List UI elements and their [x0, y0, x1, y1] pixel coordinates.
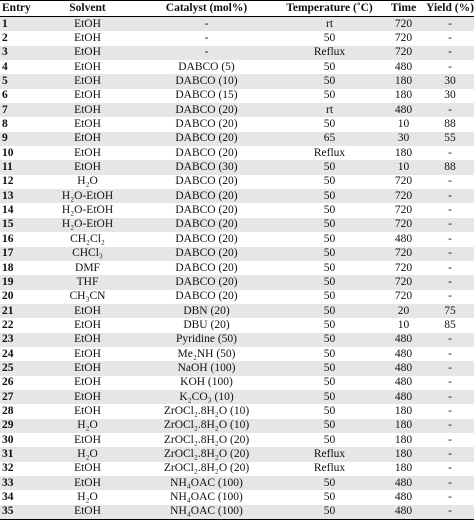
cell-temperature: 50 [278, 290, 381, 304]
cell-time: 180 [381, 89, 426, 103]
cell-yield: - [426, 433, 474, 447]
cell-entry: 20 [0, 290, 40, 304]
cell-solvent: CHCl₃ [40, 247, 135, 261]
cell-entry: 7 [0, 103, 40, 117]
cell-time: 720 [381, 46, 426, 60]
cell-entry: 35 [0, 505, 40, 520]
cell-catalyst: ZrOCl₂.8H₂O (10) [135, 419, 278, 433]
cell-solvent: H₂O [40, 447, 135, 461]
cell-entry: 13 [0, 189, 40, 203]
cell-temperature: 50 [278, 232, 381, 246]
cell-yield: 88 [426, 160, 474, 174]
cell-entry: 16 [0, 232, 40, 246]
header-solvent: Solvent [40, 1, 135, 17]
cell-catalyst: DABCO (20) [135, 261, 278, 275]
table-row [0, 505, 474, 520]
table-row [0, 361, 474, 375]
cell-catalyst: ZrOCl₂.8H₂O (20) [135, 447, 278, 461]
cell-solvent: EtOH [40, 132, 135, 146]
cell-catalyst: DABCO (20) [135, 203, 278, 217]
cell-catalyst: K₂CO₃ (10) [135, 390, 278, 404]
cell-solvent: EtOH [40, 433, 135, 447]
cell-time: 720 [381, 275, 426, 289]
cell-yield: - [426, 447, 474, 461]
cell-time: 480 [381, 347, 426, 361]
cell-solvent: EtOH [40, 31, 135, 45]
cell-time: 720 [381, 261, 426, 275]
cell-yield: - [426, 476, 474, 490]
cell-entry: 21 [0, 304, 40, 318]
header-temperature: Temperature (˚C) [278, 1, 381, 17]
table-row [0, 333, 474, 347]
cell-yield: 30 [426, 74, 474, 88]
cell-time: 10 [381, 318, 426, 332]
cell-yield: - [426, 189, 474, 203]
cell-temperature: 50 [278, 361, 381, 375]
cell-solvent: H₂O-EtOH [40, 203, 135, 217]
cell-entry: 10 [0, 146, 40, 160]
cell-temperature: rt [278, 17, 381, 32]
cell-yield: - [426, 490, 474, 504]
header-yield: Yield (%) [426, 1, 474, 17]
table-row [0, 390, 474, 404]
cell-catalyst: - [135, 17, 278, 32]
cell-time: 720 [381, 218, 426, 232]
cell-yield: - [426, 275, 474, 289]
table-row [0, 318, 474, 332]
cell-solvent: H₂O [40, 175, 135, 189]
cell-yield: - [426, 462, 474, 476]
cell-yield: 55 [426, 132, 474, 146]
cell-temperature: Reflux [278, 462, 381, 476]
cell-catalyst: DABCO (20) [135, 103, 278, 117]
cell-catalyst: Pyridine (50) [135, 333, 278, 347]
cell-yield: - [426, 261, 474, 275]
cell-yield: - [426, 247, 474, 261]
cell-solvent: EtOH [40, 60, 135, 74]
cell-temperature: 50 [278, 333, 381, 347]
cell-temperature: rt [278, 103, 381, 117]
cell-time: 480 [381, 232, 426, 246]
cell-catalyst: NaOH (100) [135, 361, 278, 375]
cell-solvent: EtOH [40, 160, 135, 174]
table-row [0, 261, 474, 275]
cell-entry: 18 [0, 261, 40, 275]
cell-temperature: 50 [278, 505, 381, 520]
cell-entry: 17 [0, 247, 40, 261]
cell-solvent: EtOH [40, 361, 135, 375]
cell-yield: - [426, 175, 474, 189]
table-row [0, 132, 474, 146]
cell-temperature: 50 [278, 160, 381, 174]
cell-entry: 19 [0, 275, 40, 289]
cell-yield: - [426, 404, 474, 418]
cell-catalyst: DBU (20) [135, 318, 278, 332]
cell-solvent: EtOH [40, 46, 135, 60]
cell-yield: - [426, 232, 474, 246]
cell-solvent: EtOH [40, 318, 135, 332]
cell-time: 480 [381, 103, 426, 117]
table-row [0, 17, 474, 32]
cell-temperature: 50 [278, 347, 381, 361]
cell-temperature: 50 [278, 74, 381, 88]
cell-yield: 30 [426, 89, 474, 103]
cell-yield: 88 [426, 117, 474, 131]
cell-entry: 31 [0, 447, 40, 461]
cell-time: 180 [381, 74, 426, 88]
cell-solvent: EtOH [40, 347, 135, 361]
cell-time: 720 [381, 290, 426, 304]
header-time: Time [381, 1, 426, 17]
cell-yield: - [426, 290, 474, 304]
cell-yield: 85 [426, 318, 474, 332]
cell-catalyst: DABCO (20) [135, 247, 278, 261]
cell-entry: 11 [0, 160, 40, 174]
cell-entry: 23 [0, 333, 40, 347]
cell-temperature: 50 [278, 390, 381, 404]
table-row [0, 476, 474, 490]
cell-catalyst: NH₄OAC (100) [135, 490, 278, 504]
cell-solvent: EtOH [40, 103, 135, 117]
cell-entry: 6 [0, 89, 40, 103]
table-row [0, 462, 474, 476]
cell-solvent: EtOH [40, 17, 135, 32]
cell-yield: - [426, 347, 474, 361]
cell-temperature: 50 [278, 175, 381, 189]
cell-temperature: Reflux [278, 46, 381, 60]
cell-entry: 3 [0, 46, 40, 60]
table-row [0, 31, 474, 45]
cell-catalyst: NH₄OAC (100) [135, 505, 278, 520]
table-row [0, 290, 474, 304]
cell-entry: 14 [0, 203, 40, 217]
cell-catalyst: - [135, 46, 278, 60]
cell-temperature: 50 [278, 218, 381, 232]
cell-catalyst: DABCO (20) [135, 290, 278, 304]
cell-time: 180 [381, 433, 426, 447]
cell-time: 180 [381, 419, 426, 433]
table-row [0, 218, 474, 232]
cell-entry: 22 [0, 318, 40, 332]
cell-temperature: 50 [278, 376, 381, 390]
cell-solvent: H₂O [40, 419, 135, 433]
table-row [0, 117, 474, 131]
cell-temperature: 50 [278, 60, 381, 74]
table-row [0, 490, 474, 504]
cell-time: 720 [381, 203, 426, 217]
table-row [0, 189, 474, 203]
cell-entry: 15 [0, 218, 40, 232]
table-row [0, 232, 474, 246]
cell-time: 480 [381, 490, 426, 504]
cell-yield: - [426, 31, 474, 45]
cell-solvent: THF [40, 275, 135, 289]
cell-temperature: 50 [278, 476, 381, 490]
cell-yield: - [426, 146, 474, 160]
cell-temperature: 50 [278, 189, 381, 203]
cell-solvent: EtOH [40, 376, 135, 390]
cell-catalyst: NH₄OAC (100) [135, 476, 278, 490]
cell-time: 180 [381, 146, 426, 160]
cell-yield: - [426, 419, 474, 433]
cell-solvent: EtOH [40, 505, 135, 520]
cell-temperature: 50 [278, 433, 381, 447]
cell-time: 180 [381, 447, 426, 461]
cell-catalyst: DABCO (10) [135, 74, 278, 88]
cell-catalyst: DABCO (20) [135, 175, 278, 189]
table-row [0, 433, 474, 447]
cell-solvent: EtOH [40, 146, 135, 160]
cell-solvent: H₂O-EtOH [40, 189, 135, 203]
cell-time: 480 [381, 390, 426, 404]
cell-temperature: 50 [278, 490, 381, 504]
cell-catalyst: DABCO (20) [135, 132, 278, 146]
table-row [0, 404, 474, 418]
cell-entry: 4 [0, 60, 40, 74]
table-row [0, 376, 474, 390]
table-row [0, 60, 474, 74]
header-catalyst: Catalyst (mol%) [135, 1, 278, 17]
table-row [0, 89, 474, 103]
cell-temperature: 50 [278, 419, 381, 433]
table-row [0, 146, 474, 160]
table-header [0, 1, 474, 17]
cell-solvent: EtOH [40, 89, 135, 103]
cell-time: 720 [381, 17, 426, 32]
cell-catalyst: DABCO (20) [135, 275, 278, 289]
cell-catalyst: ZrOCl₂.8H₂O (20) [135, 433, 278, 447]
cell-catalyst: DABCO (30) [135, 160, 278, 174]
cell-yield: - [426, 376, 474, 390]
cell-time: 480 [381, 60, 426, 74]
table-row [0, 74, 474, 88]
cell-solvent: EtOH [40, 404, 135, 418]
cell-yield: - [426, 60, 474, 74]
cell-solvent: H₂O [40, 490, 135, 504]
table-row [0, 419, 474, 433]
cell-temperature: Reflux [278, 447, 381, 461]
cell-yield: - [426, 103, 474, 117]
cell-time: 20 [381, 304, 426, 318]
cell-entry: 2 [0, 31, 40, 45]
cell-time: 480 [381, 476, 426, 490]
cell-catalyst: KOH (100) [135, 376, 278, 390]
cell-solvent: EtOH [40, 117, 135, 131]
cell-catalyst: - [135, 31, 278, 45]
table-row [0, 447, 474, 461]
cell-time: 720 [381, 175, 426, 189]
cell-yield: 75 [426, 304, 474, 318]
cell-catalyst: ZrOCl₂.8H₂O (10) [135, 404, 278, 418]
table-row [0, 46, 474, 60]
cell-entry: 12 [0, 175, 40, 189]
cell-temperature: 50 [278, 275, 381, 289]
table-row [0, 304, 474, 318]
table-row [0, 247, 474, 261]
table-row [0, 203, 474, 217]
cell-entry: 30 [0, 433, 40, 447]
cell-entry: 34 [0, 490, 40, 504]
table-row [0, 175, 474, 189]
cell-time: 180 [381, 462, 426, 476]
cell-solvent: EtOH [40, 304, 135, 318]
cell-entry: 32 [0, 462, 40, 476]
cell-entry: 26 [0, 376, 40, 390]
cell-entry: 25 [0, 361, 40, 375]
cell-solvent: CH₃CN [40, 290, 135, 304]
cell-yield: - [426, 390, 474, 404]
cell-entry: 33 [0, 476, 40, 490]
cell-catalyst: DABCO (5) [135, 60, 278, 74]
cell-catalyst: DABCO (20) [135, 218, 278, 232]
cell-catalyst: DABCO (15) [135, 89, 278, 103]
cell-entry: 8 [0, 117, 40, 131]
cell-temperature: 50 [278, 318, 381, 332]
cell-temperature: 50 [278, 31, 381, 45]
cell-solvent: CH₂Cl₂ [40, 232, 135, 246]
cell-catalyst: DABCO (20) [135, 232, 278, 246]
table-body [0, 17, 474, 520]
cell-temperature: 50 [278, 304, 381, 318]
cell-entry: 28 [0, 404, 40, 418]
cell-solvent: EtOH [40, 462, 135, 476]
cell-temperature: 50 [278, 261, 381, 275]
cell-catalyst: DBN (20) [135, 304, 278, 318]
cell-yield: - [426, 203, 474, 217]
table-row [0, 103, 474, 117]
header-row [0, 1, 474, 17]
cell-time: 720 [381, 247, 426, 261]
cell-time: 10 [381, 160, 426, 174]
cell-temperature: 50 [278, 89, 381, 103]
cell-yield: - [426, 361, 474, 375]
cell-time: 180 [381, 404, 426, 418]
cell-entry: 29 [0, 419, 40, 433]
cell-entry: 9 [0, 132, 40, 146]
cell-yield: - [426, 333, 474, 347]
cell-solvent: EtOH [40, 333, 135, 347]
cell-temperature: Reflux [278, 146, 381, 160]
cell-catalyst: DABCO (20) [135, 117, 278, 131]
cell-time: 480 [381, 333, 426, 347]
cell-yield: - [426, 505, 474, 520]
cell-catalyst: ZrOCl₂.8H₂O (20) [135, 462, 278, 476]
cell-solvent: EtOH [40, 74, 135, 88]
cell-temperature: 50 [278, 203, 381, 217]
cell-catalyst: Me₂NH (50) [135, 347, 278, 361]
cell-solvent: H₂O-EtOH [40, 218, 135, 232]
cell-temperature: 65 [278, 132, 381, 146]
cell-temperature: 50 [278, 404, 381, 418]
table-row [0, 160, 474, 174]
header-entry: Entry [0, 1, 40, 17]
table-row [0, 347, 474, 361]
cell-entry: 24 [0, 347, 40, 361]
cell-time: 480 [381, 361, 426, 375]
cell-solvent: EtOH [40, 390, 135, 404]
cell-solvent: EtOH [40, 476, 135, 490]
cell-catalyst: DABCO (20) [135, 146, 278, 160]
cell-entry: 27 [0, 390, 40, 404]
cell-yield: - [426, 17, 474, 32]
cell-time: 30 [381, 132, 426, 146]
cell-temperature: 50 [278, 247, 381, 261]
table-row [0, 275, 474, 289]
cell-time: 480 [381, 376, 426, 390]
cell-time: 720 [381, 31, 426, 45]
cell-yield: - [426, 46, 474, 60]
cell-entry: 5 [0, 74, 40, 88]
cell-catalyst: DABCO (20) [135, 189, 278, 203]
cell-entry: 1 [0, 17, 40, 32]
cell-time: 480 [381, 505, 426, 520]
cell-time: 720 [381, 189, 426, 203]
cell-temperature: 50 [278, 117, 381, 131]
cell-solvent: DMF [40, 261, 135, 275]
cell-time: 10 [381, 117, 426, 131]
cell-yield: - [426, 218, 474, 232]
